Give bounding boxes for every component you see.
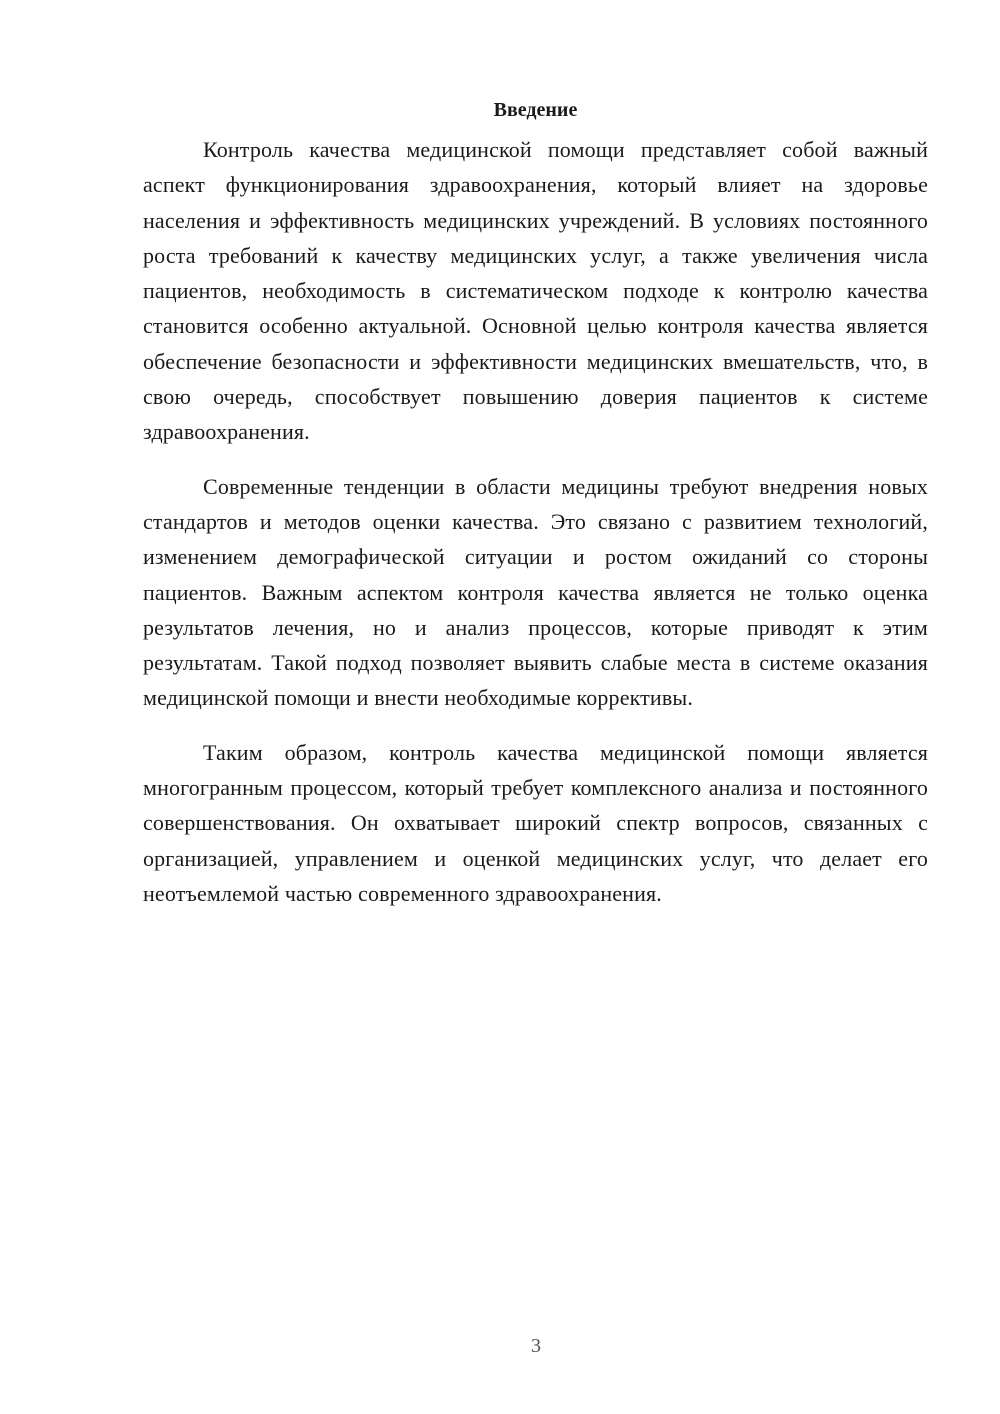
page-number: 3 bbox=[531, 1335, 541, 1357]
paragraph-1: Контроль качества медицинской помощи представляет собой важный аспект функционирования здравоохранения, который влияет на здоровье населения и эффективность медицинских учреждений. В условиях постоянного роста требований к качеству медицинских услуг, а также увеличения числа пациентов, необходимость в систематическом подходе к контролю качества становится особенно актуальной. Основной целью контроля качества является обеспечение безопасности и эффективности медицинских вмешательств, что, в свою очередь, способствует повышению доверия пациентов к системе здравоохранения. bbox=[143, 137, 928, 445]
page-content bbox=[143, 96, 928, 930]
paragraph-3: Таким образом, контроль качества медицинской помощи является многогранным процессом, который требует комплексного анализа и постоянного совершенствования. Он охватывает широкий спектр вопросов, связанных с организацией, управлением и оценкой медицинских услуг, что делает его неотъемлемой частью современного здравоохранения. bbox=[143, 739, 928, 906]
paragraph-2: Современные тенденции в области медицины требуют внедрения новых стандартов и методов оценки качества. Это связано с развитием технологий, изменением демографической ситуации и ростом ожиданий со стороны пациентов. Важным аспектом контроля качества является не только оценка результатов лечения, но и анализ процессов, которые приводят к этим результатам. Такой подход позволяет выявить слабые места в системе оказания медицинской помощи и внести необходимые коррективы. bbox=[143, 473, 928, 711]
section-title: Введение bbox=[493, 99, 578, 121]
